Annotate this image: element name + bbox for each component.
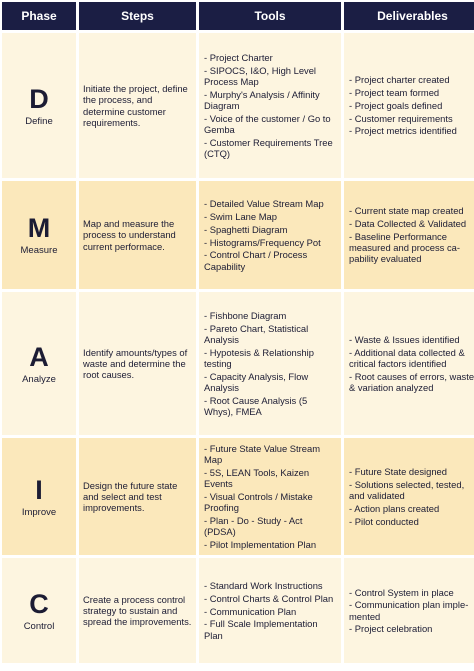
list-item: - 5S, LEAN Tools, Kaizen Events xyxy=(204,466,310,490)
list-item: - Spaghetti Diagram xyxy=(204,223,288,235)
phase-cell xyxy=(2,292,76,435)
deliverables-cell xyxy=(344,438,474,555)
list-item: - Root causes of errors, waste & variation analyzed xyxy=(349,370,474,393)
list-item: - Hypotesis & Relationship testing xyxy=(204,346,314,369)
phase-letter: A xyxy=(29,341,49,372)
list-item: - Customer Requirements Tree (CTQ) xyxy=(204,136,333,159)
tools-cell xyxy=(199,181,341,289)
list-item: - Solutions selected, tested, and validated xyxy=(349,478,465,502)
list-item: - Action plans created xyxy=(349,502,440,514)
list-item: - Pareto Chart, Statistical Analysis xyxy=(204,322,309,345)
list-item: - Full Scale Implementation Plan xyxy=(204,618,318,641)
list-item: - Control Charts & Control Plan xyxy=(204,592,334,604)
list-item: - Communication Plan xyxy=(204,605,297,617)
list-item: - Current state map created xyxy=(349,205,464,217)
phase-cell xyxy=(2,33,76,178)
dmaic-table xyxy=(2,2,472,663)
list-item: - Control System in place xyxy=(349,586,454,598)
list-item: - Detailed Value Stream Map xyxy=(204,198,324,210)
phase-name: Improve xyxy=(21,506,57,518)
list-item: - Communication plan imple-mented xyxy=(349,599,469,622)
list-item: - Root Cause Analysis (5 Whys), FMEA xyxy=(204,394,308,417)
steps-cell: Map and measure the process to understand current performace. xyxy=(79,181,196,289)
list-item: - Visual Controls / Mistake Proofing xyxy=(204,490,313,514)
header-tools: Tools xyxy=(199,2,341,30)
phase-name: Measure xyxy=(20,245,58,257)
deliverables-cell xyxy=(344,292,474,435)
list-item: - Project team formed xyxy=(349,87,440,99)
list-item: - Baseline Performance measured and process ca-pability evaluated xyxy=(349,230,460,265)
deliverables-cell xyxy=(344,181,474,289)
list-item: - Histograms/Frequency Pot xyxy=(204,236,321,248)
header-deliverables: Deliverables xyxy=(344,2,474,30)
steps-cell: Create a process control strategy to sustain and spread the improvements. xyxy=(79,558,196,663)
list-item: - Future State Value Stream Map xyxy=(204,442,321,466)
list-item: - Project charter created xyxy=(349,74,450,86)
list-item: - Pilot Implementation Plan xyxy=(204,538,317,550)
list-item: - Data Collected & Validated xyxy=(349,218,467,230)
list-item: - Pilot conducted xyxy=(349,515,419,527)
list-item: - Fishbone Diagram xyxy=(204,309,287,321)
steps-cell: Identify amounts/types of waste and determine the root causes. xyxy=(79,292,196,435)
tools-cell xyxy=(199,438,341,555)
tools-cell xyxy=(199,292,341,435)
phase-name: Control xyxy=(23,620,55,632)
header-steps: Steps xyxy=(79,2,196,30)
list-item: - Project Charter xyxy=(204,51,273,63)
header-phase: Phase xyxy=(2,2,76,30)
list-item: - Project goals defined xyxy=(349,99,443,111)
phase-letter: D xyxy=(29,83,49,114)
list-item: - Project metrics identified xyxy=(349,125,457,137)
list-item: - SIPOCS, I&O, High Level Process Map xyxy=(204,64,317,87)
list-item: - Customer requirements xyxy=(349,112,453,124)
list-item: - Project celebration xyxy=(349,623,433,635)
list-item: - Capacity Analysis, Flow Analysis xyxy=(204,370,309,393)
phase-cell xyxy=(2,181,76,289)
list-item: - Waste & Issues identified xyxy=(349,333,460,345)
deliverables-cell xyxy=(344,558,474,663)
list-item: - Swim Lane Map xyxy=(204,211,277,222)
phase-letter: C xyxy=(29,588,49,619)
list-item: - Control Chart / Process Capability xyxy=(204,249,308,272)
phase-letter: I xyxy=(35,474,43,505)
steps-cell: Design the future state and select and test improvements. xyxy=(79,438,196,555)
phase-cell xyxy=(2,558,76,663)
list-item: - Additional data collected & critical factors identified xyxy=(349,346,465,369)
list-item: - Future State designed xyxy=(349,466,447,478)
phase-letter: M xyxy=(27,213,51,244)
deliverables-cell xyxy=(344,33,474,178)
phase-cell xyxy=(2,438,76,555)
list-item: - Plan - Do - Study - Act (PDSA) xyxy=(204,514,303,538)
list-item: - Standard Work Instructions xyxy=(204,580,323,592)
phase-name: Analyze xyxy=(22,373,56,385)
list-item: - Voice of the customer / Go to Gemba xyxy=(204,112,331,135)
phase-name: Define xyxy=(25,115,53,127)
tools-cell xyxy=(199,33,341,178)
steps-cell: Initiate the project, define the process, and determine customer requirements. xyxy=(79,33,196,178)
tools-cell xyxy=(199,558,341,663)
list-item: - Murphy's Analysis / Affinity Diagram xyxy=(204,88,320,111)
